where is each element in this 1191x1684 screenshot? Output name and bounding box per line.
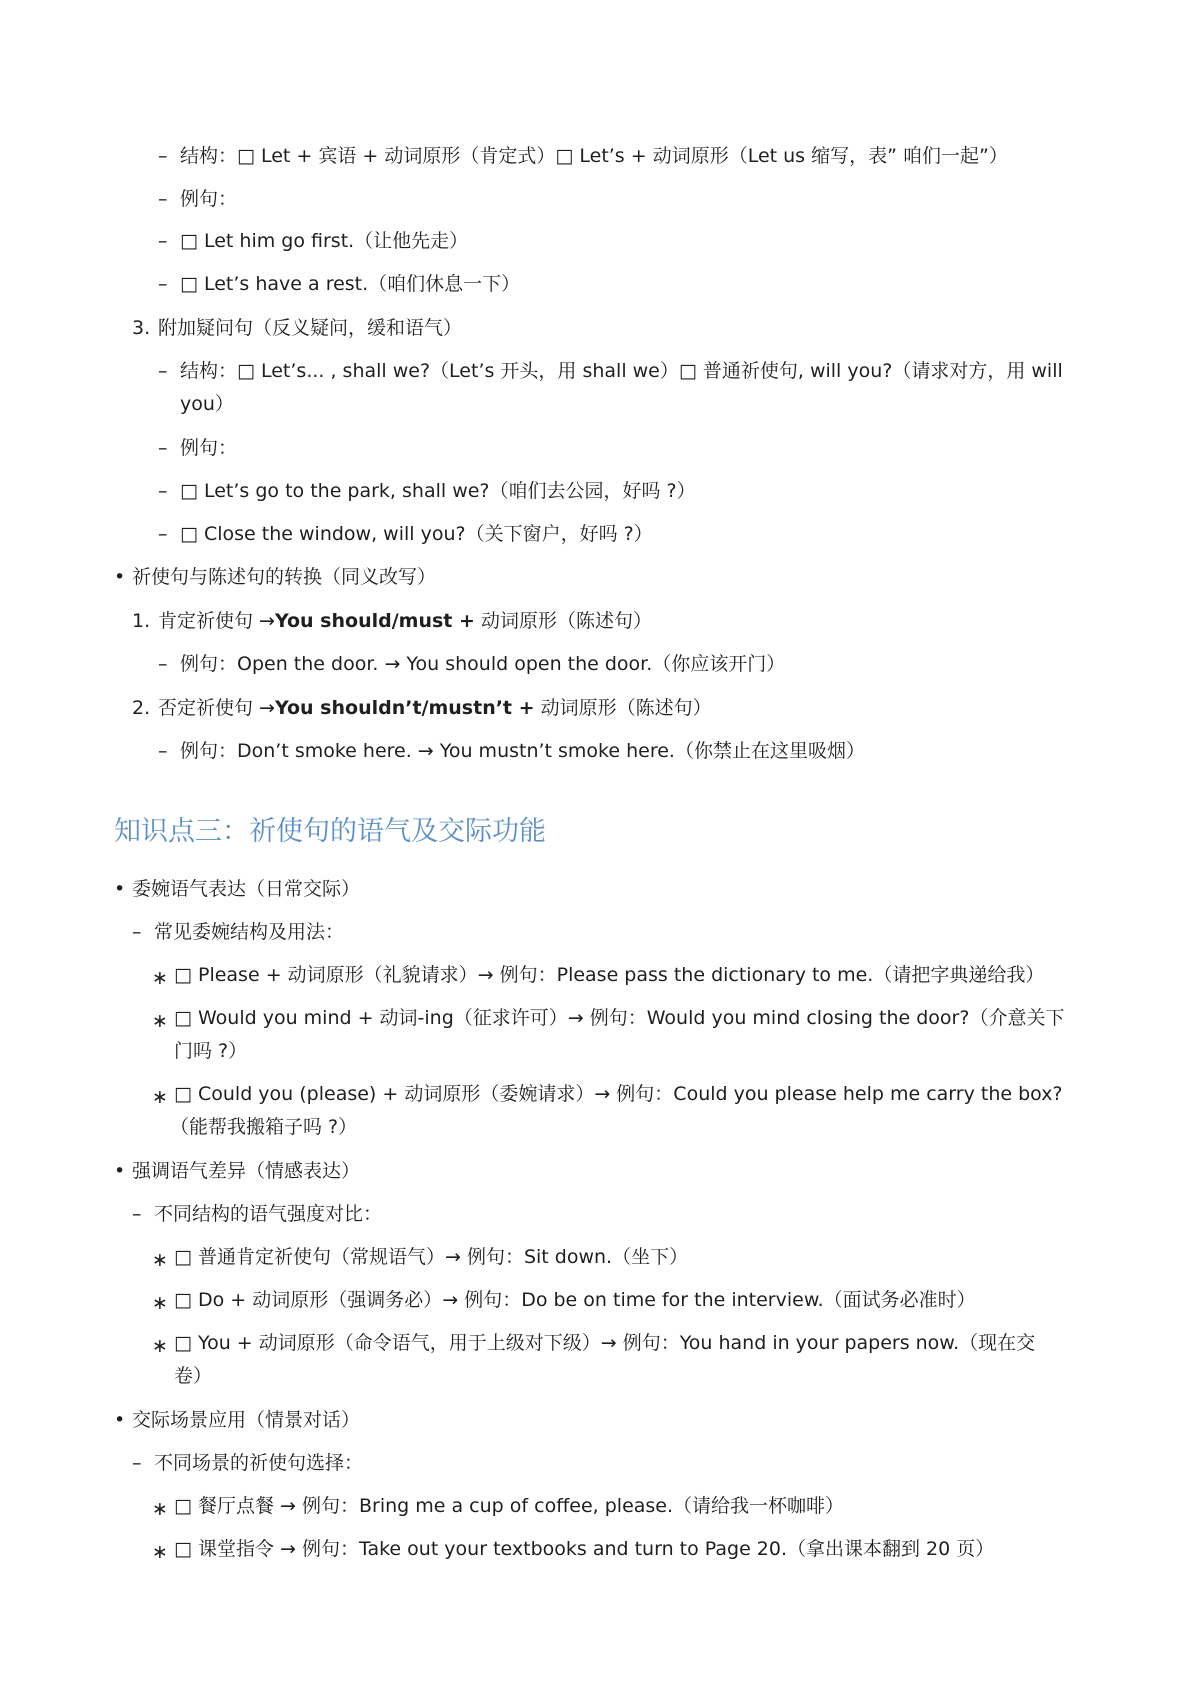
conversion-positive-bold: You should/must + xyxy=(274,610,475,632)
emphasis-subheading: 不同结构的语气强度对比： xyxy=(154,1203,383,1225)
scene-classroom: □ 课堂指令 → 例句：Take out your textbooks and turn to Page 20.（拿出课本翻到 20 页） xyxy=(174,1538,995,1560)
bullet-marker: • xyxy=(114,1409,126,1431)
dash-marker: – xyxy=(158,145,168,167)
emphasis-normal: □ 普通肯定祈使句（常规语气）→ 例句：Sit down.（坐下） xyxy=(174,1246,689,1268)
star-marker: ∗ xyxy=(152,1498,168,1520)
dash-marker: – xyxy=(132,921,142,943)
example-window: □ Close the window, will you?（关下窗户，好吗 ?） xyxy=(180,523,653,545)
conversion-positive-example: 例句：Open the door. → You should open the door.（你应该开门） xyxy=(180,653,786,675)
dash-marker: – xyxy=(132,1203,142,1225)
conversion-negative-post: 动词原形（陈述句） xyxy=(534,697,712,719)
item-number: 1. xyxy=(132,610,151,632)
item-number: 2. xyxy=(132,697,151,719)
star-marker: ∗ xyxy=(152,1249,168,1271)
dash-marker: – xyxy=(158,523,168,545)
structure-let: 结构：□ Let + 宾语 + 动词原形（肯定式）□ Let’s + 动词原形（Let us 缩写，表” 咱们一起”） xyxy=(180,145,1008,167)
polite-would-you-mind-line2: 门吗 ?） xyxy=(174,1040,248,1062)
conversion-positive-pre: 肯定祈使句 → xyxy=(158,610,275,632)
dash-marker: – xyxy=(158,653,168,675)
conversion-negative xyxy=(158,692,712,724)
example-label: 例句： xyxy=(180,437,238,459)
dash-marker: – xyxy=(158,740,168,762)
structure-tag-line1: 结构：□ Let’s... , shall we?（Let’s 开头，用 shall we）□ 普通祈使句, will you?（请求对方，用 will xyxy=(180,360,1063,382)
polite-could-you-line2: （能帮我搬箱子吗 ?） xyxy=(170,1116,358,1138)
star-marker: ∗ xyxy=(152,1292,168,1314)
star-marker: ∗ xyxy=(152,1086,168,1108)
emphasis-do: □ Do + 动词原形（强调务必）→ 例句：Do be on time for the interview.（面试务必准时） xyxy=(174,1289,976,1311)
bullet-conversion: 祈使句与陈述句的转换（同义改写） xyxy=(132,566,437,588)
conversion-negative-example: 例句：Don’t smoke here. → You mustn’t smoke here.（你禁止在这里吸烟） xyxy=(180,740,865,762)
dash-marker: – xyxy=(158,188,168,210)
dash-marker: – xyxy=(132,1452,142,1474)
dash-marker: – xyxy=(158,480,168,502)
section-heading: 知识点三：祈使句的语气及交际功能 xyxy=(114,816,546,847)
bullet-marker: • xyxy=(114,878,126,900)
dash-marker: – xyxy=(158,360,168,382)
structure-tag-line2: you） xyxy=(180,393,234,415)
dash-marker: – xyxy=(158,437,168,459)
conversion-negative-pre: 否定祈使句 → xyxy=(158,697,275,719)
dash-marker: – xyxy=(158,230,168,252)
example-park: □ Let’s go to the park, shall we?（咱们去公园，好吗 ?） xyxy=(180,480,696,502)
star-marker: ∗ xyxy=(152,1010,168,1032)
scene-restaurant: □ 餐厅点餐 → 例句：Bring me a cup of coffee, please.（请给我一杯咖啡） xyxy=(174,1495,845,1517)
emphasis-you-line2: 卷） xyxy=(174,1365,213,1387)
conversion-positive xyxy=(158,605,652,637)
example-label: 例句： xyxy=(180,188,238,210)
conversion-negative-bold: You shouldn’t/mustn’t + xyxy=(274,697,535,719)
polite-could-you-line1: □ Could you (please) + 动词原形（委婉请求）→ 例句：Could you please help me carry the box? xyxy=(174,1083,1063,1105)
star-marker: ∗ xyxy=(152,967,168,989)
polite-would-you-mind-line1: □ Would you mind + 动词-ing（征求许可）→ 例句：Would you mind closing the door?（介意关下 xyxy=(174,1007,1065,1029)
item-tag-question: 附加疑问句（反义疑问，缓和语气） xyxy=(158,317,463,339)
bullet-polite-tone: 委婉语气表达（日常交际） xyxy=(132,878,361,900)
bullet-scenes: 交际场景应用（情景对话） xyxy=(132,1409,361,1431)
conversion-positive-post: 动词原形（陈述句） xyxy=(474,610,652,632)
polite-subheading: 常见委婉结构及用法： xyxy=(154,921,345,943)
scenes-subheading: 不同场景的祈使句选择： xyxy=(154,1452,364,1474)
bullet-marker: • xyxy=(114,1160,126,1182)
example-let-him: □ Let him go first.（让他先走） xyxy=(180,230,469,252)
polite-please: □ Please + 动词原形（礼貌请求）→ 例句：Please pass the dictionary to me.（请把字典递给我） xyxy=(174,964,1045,986)
example-lets-rest: □ Let’s have a rest.（咱们休息一下） xyxy=(180,273,521,295)
dash-marker: – xyxy=(158,273,168,295)
star-marker: ∗ xyxy=(152,1335,168,1357)
item-number: 3. xyxy=(132,317,151,339)
emphasis-you-line1: □ You + 动词原形（命令语气，用于上级对下级）→ 例句：You hand in your papers now.（现在交 xyxy=(174,1332,1036,1354)
star-marker: ∗ xyxy=(152,1541,168,1563)
bullet-emphasis-tone: 强调语气差异（情感表达） xyxy=(132,1160,361,1182)
bullet-marker: • xyxy=(114,566,126,588)
